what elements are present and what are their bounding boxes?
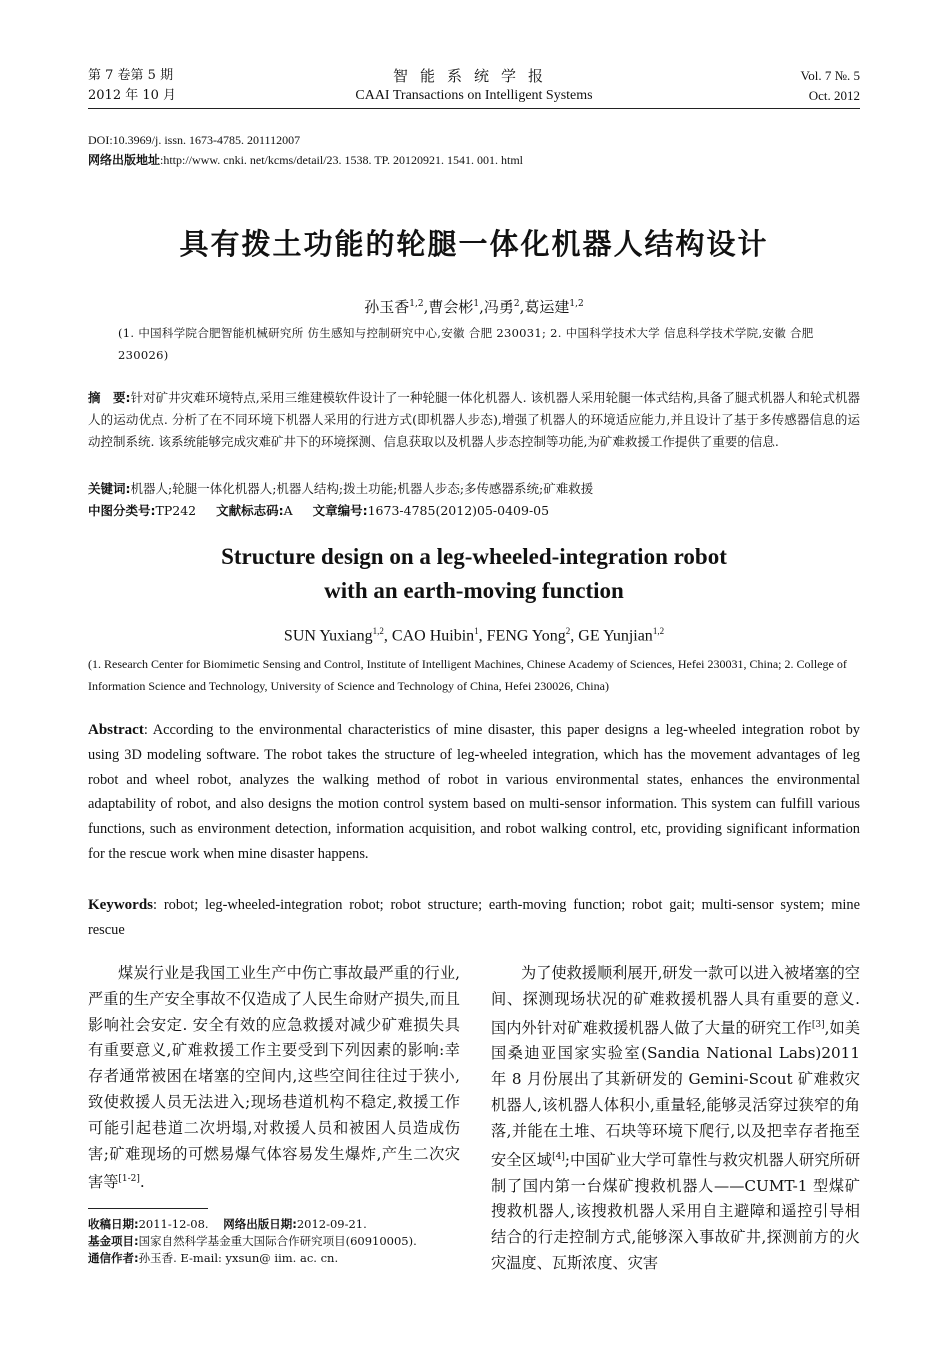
- abstract-cn-label: 摘 要:: [88, 390, 131, 405]
- footnote-dates: [88, 1216, 468, 1233]
- intro-paragraph-2-part-3: ;中国矿业大学可靠性与救灾机器人研究所研制了国内第一台煤矿搜救机器人——CUMT-1 型煤矿搜救机器人,该搜救机器人采用自主避障和遥控引导相结合的行走控制方式,能够深入事故矿井,探测前方的火灾温度、瓦斯浓度、灾害: [491, 1150, 861, 1272]
- doc-code-label: 文献标志码:: [216, 503, 284, 518]
- online-url-label: 网络出版地址: [88, 153, 161, 167]
- keywords-cn: [88, 478, 860, 500]
- received-date: 2011-12-08.: [138, 1217, 209, 1231]
- classification-cn: [88, 500, 860, 522]
- abstract-en: [88, 718, 860, 867]
- author-en-3-aff: 2: [565, 626, 571, 636]
- abstract-en-text: : According to the environmental characteristics of mine disaster, this paper designs a leg-wheeled integration robot by using 3D modeling software. The robot takes the structure of leg-wheeled integration, which has the movement advantages of leg robot and wheel robot, analyzes the walking method of robot in various environmental states, enhances the environmental adaptability of robot, and also designs the motion control system based on multi-sensor information. This system can fulfill various functions, such as environment detection, information acquisition, and robot walking control, etc, providing significant information for the rescue work when mine disaster happens.: [88, 722, 860, 862]
- title-en-line-2: with an earth-moving function: [324, 578, 624, 603]
- fund-text: 国家自然科学基金重大国际合作研究项目(60910005).: [138, 1234, 417, 1248]
- article-number-group: [313, 503, 549, 518]
- volume-issue-cn: 第 7 卷第 5 期: [88, 68, 174, 83]
- citation-4: [4]: [552, 1151, 565, 1162]
- footnote-fund: [88, 1233, 468, 1250]
- journal-name-cn: 智能系统学报: [392, 67, 555, 85]
- author-en-3: , FENG Yong: [478, 627, 566, 645]
- online-date: 2012-09-21.: [296, 1217, 367, 1231]
- header-right: [801, 66, 860, 106]
- keywords-en-label: Keywords: [88, 897, 153, 913]
- clc-value: TP242: [155, 503, 197, 518]
- date-en: Oct. 2012: [808, 88, 860, 103]
- footnote-corresponding: [88, 1250, 468, 1267]
- header-rule: [88, 108, 860, 109]
- footnote-rule: [88, 1208, 208, 1209]
- keywords-cn-label: 关键词:: [88, 481, 131, 496]
- citation-1-2: [1-2]: [118, 1174, 140, 1185]
- doc-code-value: A: [283, 503, 293, 518]
- fund-label: 基金项目:: [88, 1234, 139, 1248]
- footnotes: [88, 1216, 468, 1267]
- author-cn-2-aff: 1: [473, 299, 480, 309]
- author-en-2: , CAO Huibin: [383, 627, 475, 645]
- author-cn-4-aff: 1,2: [569, 299, 584, 309]
- abstract-cn-text: 针对矿井灾难环境特点,采用三维建模软件设计了一种轮腿一体化机器人. 该机器人采用轮腿一体式结构,具备了腿式机器人和轮式机器人的运动优点. 分析了在不同环境下机器人采用的行进方式(即机器人步态),增强了机器人的环境适应能力,并且设计了基于多传感器信息的运动控制系统. 该系统能够完成灾难矿井下的环境探测、信息获取以及机器人步态控制等功能,为矿难救援工作提供了重要的信息.: [88, 390, 861, 449]
- online-date-label: 网络出版日期:: [223, 1217, 297, 1231]
- title-en-line-1: Structure design on a leg-wheeled-integration robot: [221, 544, 727, 569]
- author-en-1: SUN Yuxiang: [283, 627, 373, 645]
- title-en: [88, 540, 860, 608]
- body-column-left: [88, 961, 460, 1196]
- article-meta: [88, 130, 523, 170]
- clc-label: 中图分类号:: [88, 503, 156, 518]
- authors-cn: [88, 296, 860, 317]
- intro-paragraph-2-part-1: 为了使救援顺利展开,研发一款可以进入被堵塞的空间、探测现场状况的矿难救援机器人具有重要的意义. 国内外针对矿难救援机器人做了大量的研究工作: [491, 964, 860, 1037]
- keywords-en: [88, 893, 860, 943]
- citation-3: [3]: [811, 1019, 825, 1030]
- intro-paragraph-1-end: .: [139, 1173, 145, 1192]
- article-number-label: 文章编号:: [312, 503, 368, 518]
- online-url: :http://www. cnki. net/kcms/detail/23. 1538. TP. 20120921. 1541. 001. html: [160, 153, 524, 167]
- abstract-en-label: Abstract: [88, 722, 144, 738]
- online-url-line: [88, 150, 523, 170]
- author-en-2-aff: 1: [474, 626, 479, 636]
- keywords-cn-text: 机器人;轮腿一体化机器人;机器人结构;拨土功能;机器人步态;多传感器系统;矿难救援: [130, 481, 594, 496]
- affiliation-cn: (1. 中国科学院合肥智能机械研究所 仿生感知与控制研究中心,安徽 合肥 230031; 2. 中国科学技术大学 信息科学技术学院,安徽 合肥 230026): [118, 326, 814, 362]
- author-cn-3: ,冯勇: [479, 298, 514, 316]
- body-column-right: [491, 961, 860, 1277]
- running-header: [88, 66, 860, 108]
- doc-code-group: [216, 503, 293, 518]
- article-number-value: 1673-4785(2012)05-0409-05: [367, 503, 550, 518]
- received-label: 收稿日期:: [88, 1217, 139, 1231]
- header-center: [88, 66, 860, 106]
- authors-en: [88, 626, 860, 645]
- corresponding-text: 孙玉香. E-mail: yxsun@ iim. ac. cn.: [138, 1251, 339, 1265]
- keywords-en-text: : robot; leg-wheeled-integration robot; robot structure; earth-moving function; robot gait; multi-sensor system; mine rescue: [88, 897, 860, 938]
- affiliation-en: (1. Research Center for Biomimetic Sensing and Control, Institute of Intelligent Machines, Chinese Academy of Sciences, Hefei 230031, China; 2. College of Information Science and Technology, University of Science and Technology of China, Hefei 230026, China): [88, 657, 847, 693]
- author-cn-1: 孙玉香: [364, 298, 410, 316]
- author-cn-1-aff: 1,2: [409, 299, 424, 309]
- clc-group: [88, 503, 196, 518]
- doi: DOI:10.3969/j. issn. 1673-4785. 201112007: [88, 133, 301, 147]
- abstract-cn: [88, 387, 860, 453]
- author-cn-4: ,葛运建: [519, 298, 570, 316]
- author-cn-3-aff: 2: [513, 299, 520, 309]
- volume-issue-en: Vol. 7 №. 5: [800, 68, 860, 83]
- date-cn: 2012 年 10 月: [88, 88, 177, 103]
- title-cn: 具有拨土功能的轮腿一体化机器人结构设计: [179, 227, 769, 261]
- author-en-4-aff: 1,2: [652, 626, 665, 636]
- author-en-1-aff: 1,2: [372, 626, 384, 636]
- author-cn-2: ,曹会彬: [423, 298, 474, 316]
- intro-paragraph-1: 煤炭行业是我国工业生产中伤亡事故最严重的行业,严重的生产安全事故不仅造成了人民生命财产损失,而且影响社会安定. 安全有效的应急救援对减少矿难损失具有重要意义,矿难救援工作主要受到下列因素的影响:幸存者通常被困在堵塞的空间内,这些空间往往过于狭小,致使救援人员无法进入;现场巷道机构不稳定,救援工作可能引起巷道二次坍塌,对救援人员和被困人员造成伤害;矿难现场的可燃易爆气体容易发生爆炸,产生二次灾害等: [88, 964, 460, 1192]
- author-en-4: , GE Yunjian: [570, 627, 653, 645]
- journal-name-en: CAAI Transactions on Intelligent Systems: [355, 88, 593, 103]
- corresponding-label: 通信作者:: [88, 1251, 139, 1265]
- intro-paragraph-2-part-2: ,如美国桑迪亚国家实验室(Sandia National Labs)2011 年 8 月份展出了其新研发的 Gemini-Scout 矿难救灾机器人,该机器人体积小,重量轻,能够灵活穿过狭窄的角落,并能在土堆、石块等环境下爬行,以及把幸存者拖至安全区域: [491, 1018, 861, 1169]
